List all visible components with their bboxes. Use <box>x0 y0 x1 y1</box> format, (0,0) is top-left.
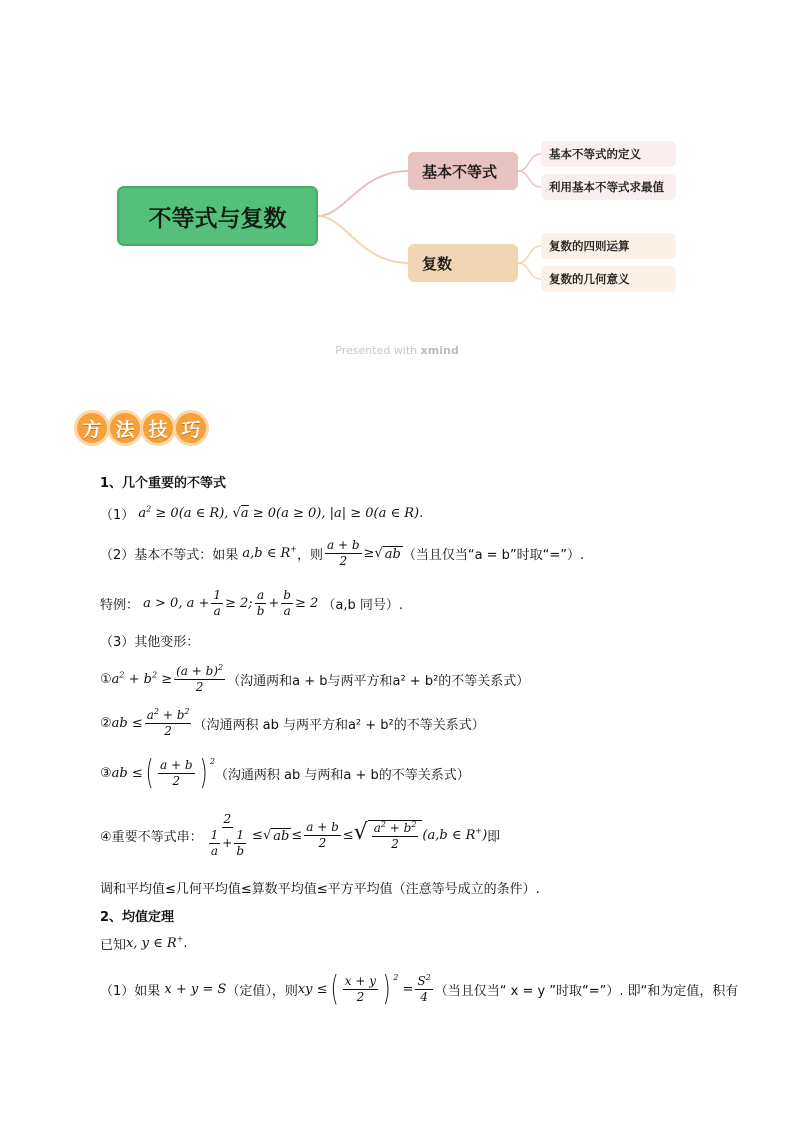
badge-char: 技 <box>140 410 176 446</box>
badge-char: 法 <box>107 410 143 446</box>
theorem-1: （1）如果 x + y = S （定值），则 xy ≤ ( $\frac{x + y}{2}$ ) 2 = $\frac{S^2}{4}$ （当且仅当“ x = y ”时取“=”）. 即“和为定值，积有 <box>100 969 739 1009</box>
mindmap-leaf[interactable]: 复数的几何意义 <box>541 266 676 292</box>
mindmap-branch-complex[interactable]: 复数 <box>408 244 518 282</box>
mindmap-leaf[interactable]: 复数的四则运算 <box>541 233 676 259</box>
variant-4: ④重要不等式串： 2 $\frac{1}{a}$ + $\frac{1}{b}$ ≤ √ ab ≤ $\frac{a + b}{2}$ ≤ √ $\frac{a^2 + b^2}{2}$ (a,b ∈ R+) 即 <box>100 812 501 858</box>
badge-char: 方 <box>74 410 110 446</box>
mean-chain: 调和平均值≤几何平均值≤算数平均值≤平方平均值（注意等号成立的条件）. <box>100 882 540 897</box>
section-title-1: 1、几个重要的不等式 <box>100 476 227 491</box>
variant-2: ② ab ≤ $\frac{a^2 + b^2}{2}$ （沟通两积 ab 与两平方和a² + b²的不等关系式） <box>100 707 485 738</box>
mindmap-branch-inequality[interactable]: 基本不等式 <box>408 152 518 190</box>
variant-1: ① $a^2 + b^2$ ≥ $\frac{(a + b)^2}{2}$ （沟通两和a + b与两平方和a² + b²的不等关系式） <box>100 663 530 694</box>
formula: $a^2 \ge 0(a$ ∈ R), √a ≥ 0(a ≥ 0), |a| ≥ 0(a ∈ R). <box>134 504 424 521</box>
mindmap-leaf[interactable]: 利用基本不等式求最值 <box>541 174 676 200</box>
formula-line-special: 特例： a > 0, a + $\frac{1}{a}$ ≥ 2; $\frac{a}{b}$ + $\frac{b}{a}$ ≥ 2 （a,b 同号）. <box>100 588 404 618</box>
section-badge-methods <box>74 410 206 446</box>
text-other-variants: （3）其他变形： <box>100 635 200 650</box>
formula-line-1: （1） $a^2 \ge 0(a$ ∈ R), √a ≥ 0(a ≥ 0), |a| ≥ 0(a ∈ R). <box>100 504 424 523</box>
xmind-logo: xmind <box>420 344 459 357</box>
formula-line-2: （2）基本不等式：如果 a,b ∈ R+ ，则 $\frac{a + b}{2}$ ≥ √ ab （当且仅当“a = b”时取“=”）. <box>100 538 585 568</box>
section-title-2: 2、均值定理 <box>100 910 175 925</box>
mindmap-leaf[interactable]: 基本不等式的定义 <box>541 141 676 167</box>
variant-3: ③ ab ≤ ( $\frac{a + b}{2}$ ) 2 （沟通两积 ab 与两和a + b的不等关系式） <box>100 753 470 793</box>
mindmap-root[interactable]: 不等式与复数 <box>117 186 318 246</box>
known-condition: 已知 x, y ∈ R+ . <box>100 934 188 953</box>
badge-char: 巧 <box>173 410 209 446</box>
presented-with-xmind: Presented with xmind <box>335 344 459 357</box>
fraction: $\frac{a + b}{2}$ <box>327 538 360 568</box>
